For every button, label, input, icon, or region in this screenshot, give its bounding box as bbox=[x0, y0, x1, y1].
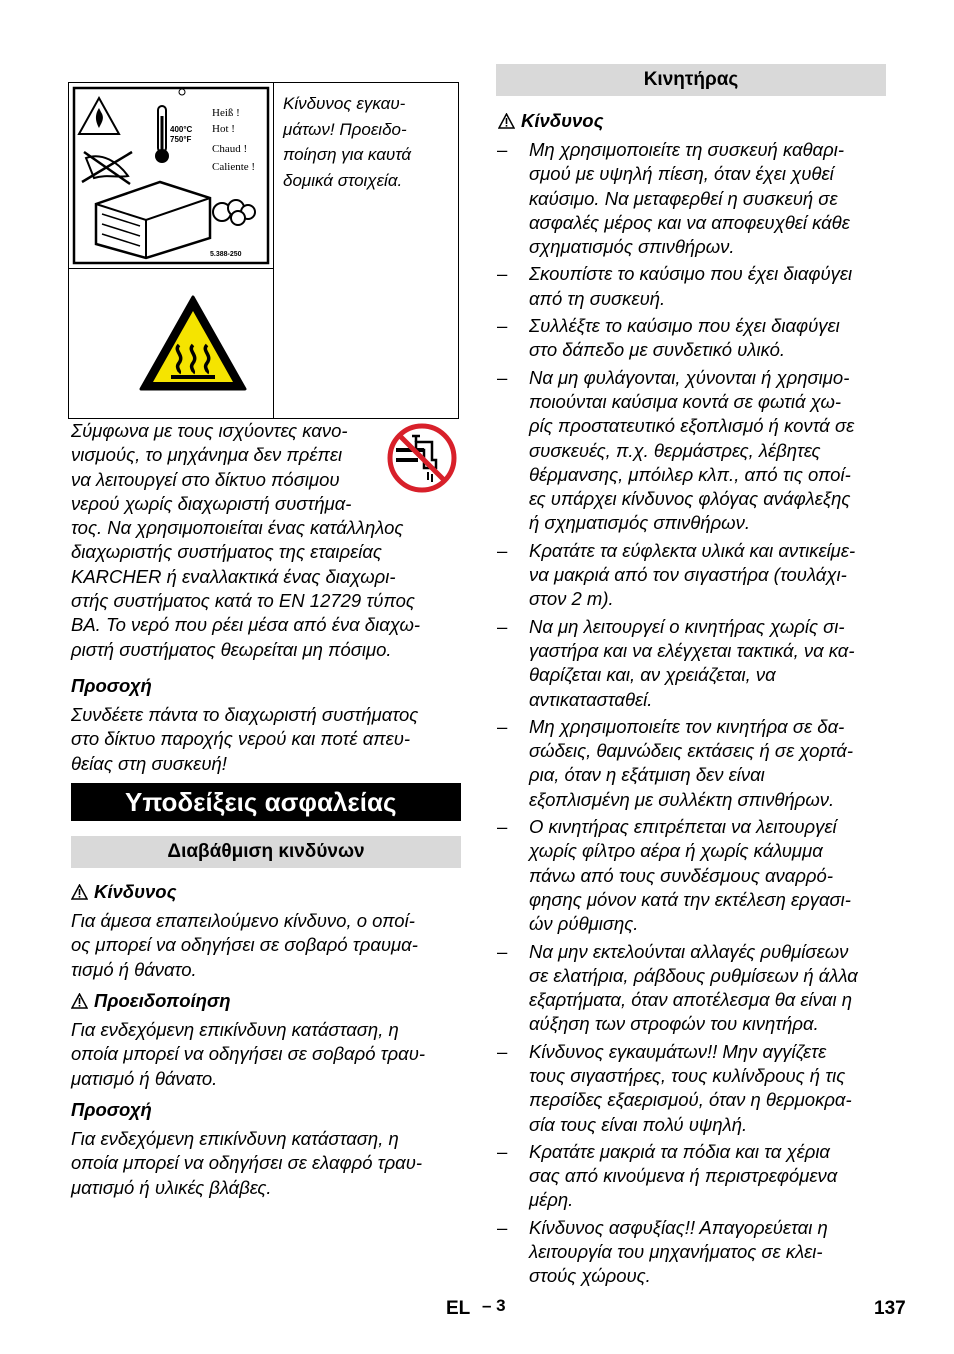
list-dash: – bbox=[497, 139, 508, 160]
subsection-title-hazard-levels: Διαβάθμιση κινδύνων bbox=[71, 836, 461, 868]
list-dash: – bbox=[497, 315, 508, 337]
list-dash: – bbox=[497, 615, 508, 637]
table-divider-horizontal bbox=[69, 268, 273, 269]
list-item: – Ο κινητήρας επιτρέπεται να λειτουργεί χωρίς φίλτρο αέρα ή χωρίς κάλυμμα πάνω από τους συνδέσμους αναρρό- φησης μόνον κατά την εκτέλεση εργασι- ών ρύθμισης. bbox=[497, 816, 851, 935]
list-item: – Να μην εκτελούνται αλλαγές ρυθμίσεων σε ελατήρια, ράβδους ρυθμίσεων ή άλλα εξαρτήματα, όταν αποτέλεσμα θα είναι η αύξηση των στροφών του κινητήρα. bbox=[497, 940, 858, 1035]
page-number: 137 bbox=[874, 1298, 906, 1319]
label-word-1: Heiß ! bbox=[212, 107, 240, 119]
list-item: – Κρατάτε τα εύφλεκτα υλικά και αντικείμε- να μακριά από τον σιγαστήρα (τουλάχι- στον 2 m). bbox=[497, 539, 856, 610]
list-item: – Να μη φυλάγονται, χύνονται ή χρησιμο- ποιούνται καύσιμα κοντά σε φωτιά χω- ρίς προστατευτικό εξοπλισμό ή κοντά σε συσκευές, π.χ. θερμάστρες, λέβητες θέρμανσης, μπόιλερ κλπ., από τις οποί- ες υπάρχει κίνδυνος φλόγας ανάφλεξης ή σχηματισμός σπινθήρων. bbox=[497, 366, 855, 534]
list-dash: – bbox=[497, 715, 508, 737]
label-temp-c: 400°C bbox=[170, 125, 193, 134]
warning-heading bbox=[71, 989, 231, 1015]
list-item: – Μη χρησιμοποιείτε τον κινητήρα σε δα- σώδεις, θαμνώδεις εκτάσεις ή σε χορτά- ρια, όταν η εξάτμιση δεν είναι εξοπλισμένη με συλλέκτη σπινθήρων. bbox=[497, 715, 853, 810]
warning-label: Προειδοποίηση bbox=[94, 990, 231, 1011]
list-dash: – bbox=[497, 263, 508, 285]
label-temp-f: 750°F bbox=[170, 135, 192, 144]
hazard-label-table bbox=[68, 82, 459, 419]
list-item: – Συλλέξτε το καύσιμο που έχει διαφύγει στο δάπεδο με συνδετικό υλικό. bbox=[497, 315, 840, 361]
list-item: – Μη χρησιμοποιείτε τη συσκευή καθαρι- σμού με υψηλή πίεση, όταν έχει χυθεί καύσιμο. Να μεταφερθεί η συσκευή σε ασφαλές μέρος και να αποφευχθεί κάθε σχηματισμός σπινθήρων. bbox=[497, 139, 850, 258]
label-word-2: Hot ! bbox=[212, 123, 235, 135]
list-dash: – bbox=[497, 940, 508, 962]
burn-danger-caption: Κίνδυνος εγκαυ- μάτων! Προειδο- ποίηση για καυτά δομικά στοιχεία. bbox=[283, 94, 412, 190]
warning-triangle-icon bbox=[71, 991, 88, 1015]
danger-paragraph: Για άμεσα επαπειλούμενο κίνδυνο, ο οποί- ος μπορεί να οδηγήσει σε σοβαρό τραυμα- τισμό ή θάνατο. bbox=[71, 910, 418, 980]
list-item: – Σκουπίστε το καύσιμο που έχει διαφύγει από τη συσκευή. bbox=[497, 263, 853, 309]
attention-paragraph-1: Συνδέετε πάντα το διαχωριστή συστήματος στο δίκτυο παροχής νερού και ποτέ απευ- θείας στη συσκευή! bbox=[71, 704, 419, 774]
warning-triangle-icon bbox=[498, 111, 515, 135]
section-title-safety: Υποδείξεις ασφαλείας bbox=[71, 783, 461, 821]
list-item: – Κίνδυνος ασφυξίας!! Απαγορεύεται η λειτουργία του μηχανήματος σε κλει- στούς χώρους. bbox=[497, 1216, 828, 1287]
list-item: – Να μη λειτουργεί ο κινητήρας χωρίς σι- γαστήρα και να ελέγχεται τακτικά, να κα- θαρίζεται και, αν χρειάζεται, να αντικατασταθεί. bbox=[497, 615, 855, 710]
engine-danger-label: Κίνδυνος bbox=[521, 110, 604, 131]
list-item: – Κρατάτε μακριά τα πόδια και τα χέρια σας από κινούμενα ή περιστρεφόμενα μέρη. bbox=[497, 1140, 838, 1211]
danger-label: Κίνδυνος bbox=[94, 881, 177, 902]
list-dash: – bbox=[497, 816, 508, 838]
footer-subpage: – 3 bbox=[482, 1296, 506, 1315]
warning-triangle-icon bbox=[71, 882, 88, 906]
hot-surface-warning-icon bbox=[137, 293, 249, 393]
warning-paragraph: Για ενδεχόμενη επικίνδυνη κατάσταση, η οποία μπορεί να οδηγήσει σε σοβαρό τραυ- ματισμό ή θάνατο. bbox=[71, 1019, 426, 1089]
engine-safety-list bbox=[497, 138, 889, 1292]
attention-heading-1: Προσοχή bbox=[71, 675, 152, 696]
list-dash: – bbox=[497, 1140, 508, 1162]
list-dash: – bbox=[497, 1216, 508, 1238]
footer-language: EL bbox=[446, 1298, 471, 1319]
list-dash: – bbox=[497, 539, 508, 561]
label-word-3: Chaud ! bbox=[212, 143, 248, 155]
attention-paragraph-2: Για ενδεχόμενη επικίνδυνη κατάσταση, η οποία μπορεί να οδηγήσει σε ελαφρό τραυ- ματισμό ή υλικές βλάβες. bbox=[71, 1128, 423, 1198]
section-title-engine: Κινητήρας bbox=[496, 64, 886, 96]
list-dash: – bbox=[497, 1040, 508, 1062]
danger-heading bbox=[71, 880, 176, 906]
attention-heading-2: Προσοχή bbox=[71, 1099, 152, 1120]
list-dash: – bbox=[497, 366, 508, 388]
hot-parts-label-image bbox=[72, 86, 270, 265]
engine-danger-heading bbox=[498, 109, 603, 135]
table-divider-vertical bbox=[273, 83, 274, 418]
drinking-water-paragraph: Σύμφωνα με τους ισχύοντες κανο- νισμούς, το μηχάνημα δεν πρέπει να λειτουργεί στο δίκτυο πόσιμου νερού χωρίς διαχωριστή συστήμα- τος. Να χρησιμοποιείται ένας κατάλληλος διαχωριστής συστήματος της εταιρείας KARCHER ή εναλλακτικά ένας διαχωρι- στής συστήματος κατά το EN 12729 τύπος BA. Το νερό που ρέει μέσα από ένα διαχω- ριστή συστήματος θεωρείται μη πόσιμο. bbox=[71, 420, 421, 660]
list-item: – Κίνδυνος εγκαυμάτων!! Μην αγγίζετε τους σιγαστήρες, τους κυλίνδρους ή τις περσίδες εξαερισμού, όταν η θερμοκρα- σία τους είναι πολύ υψηλή. bbox=[497, 1040, 852, 1135]
label-part-number: 5.388-250 bbox=[210, 251, 242, 258]
label-word-4: Caliente ! bbox=[212, 161, 256, 173]
